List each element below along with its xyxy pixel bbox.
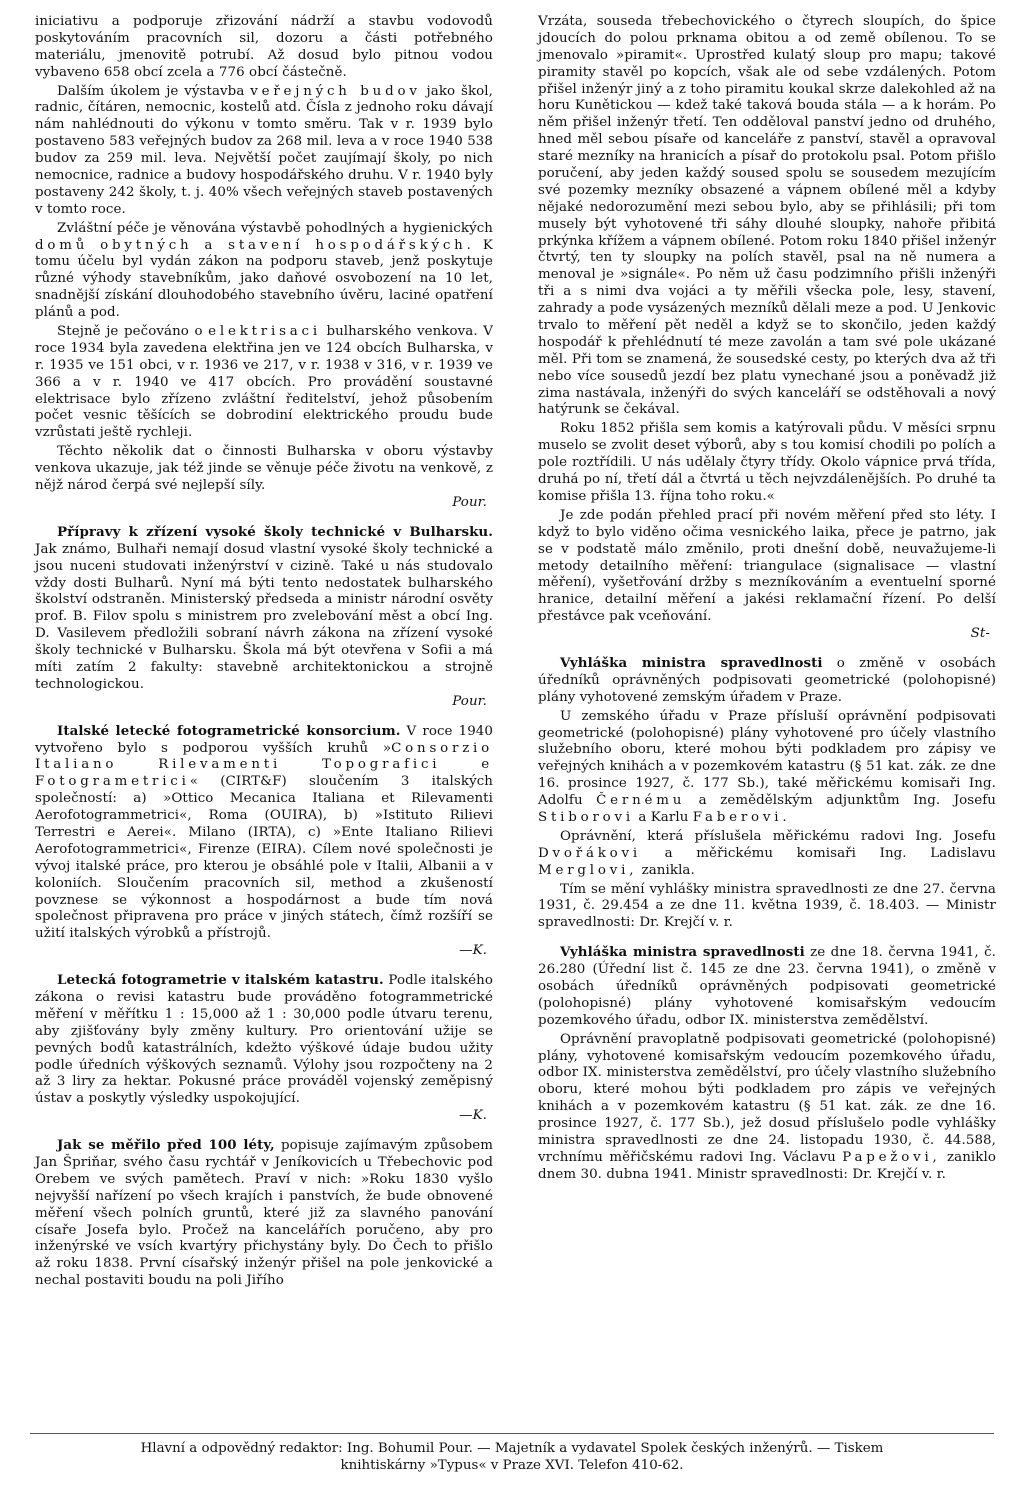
article-heading: Jak se měřilo před 100 léty, bbox=[57, 1137, 275, 1154]
footer-line: Hlavní a odpovědný redaktor: Ing. Bohumil Pour. — Majetník a vydavatel Spolek českých inženýrů. — Tiskem bbox=[140, 1441, 884, 1456]
text: Oprávnění, která příslušela měřickému radovi Ing. Josefu bbox=[560, 828, 996, 844]
text: bulharského venkova. V roce 1934 byla zavedena elektřina jen ve 124 obcích Bulharska, v r. 1935 ve 151 obci, v r. 1936 ve 217, v r. 1938 v 316, v r. 1939 ve 366 a v r. 1940 ve 417 obcích. Pro provádění soustavné elektrisace bylo zřízeno zvláštní ředitelství, jehož působením počet vesnic těšících se dobrodiní elektrického proudu bude vzrůstati ještě rychleji. bbox=[35, 324, 493, 441]
text: popisuje zajímavým způsobem Jan Špriňar, svého času rychtář v Jeníkovicích u Třebechovic pod Orebem ve svých pamětech. Praví v nich: »Roku 1830 vyšlo nejvyšší nařízení po všech krajích i panstvích, že bude obnovené měření všech polních gruntů, které již za slavného panování císaře Josefa bylo. Pročež na kancelářích poručeno, aby pro inženýrské ve vsích kvartýry přichystány byly. Do Čech to přišlo až roku 1838. První císařský inženýr přišel na pole jenkovické a nechal postaviti boudu na poli Jiřího bbox=[35, 1138, 494, 1289]
paragraph: Vrzáta, souseda třebechovického o čtyrech sloupích, do špice jdoucích do polou prknama obitou a od země obílenou. To se jmenovalo »piramit«. Uprostřed kulatý sloup pro mapu; takové piramity stavěl po kopcích, však ale od sebe vzdálených. Potom přišel inženýr jiný a z toho piramitu koukal skrze dalekohled až na horu Kunětickou — kdež také taková bouda stála — a k horám. Po něm přišel inženýr třetí. Ten odděloval panství jedno od druhého, hned měl sebou písaře od kanceláře z panství, stavěl a opravoval staré mezníky na hranicích a písař do protokolu psal. Potom přišlo poručení, aby jeden každý soused spolu se sousedem mezujícím své pozemky mezníky obsazené a vápnem obílené měl a kdyby nějaké nedorozumění mezi sebou bylo, aby se přihlásili; při tom musely být vyhotovené tři sáhy dlouhé sloupky, nahoře přibitá prkýnka křížem a vápnem obílené. Potom roku 1840 přišel inženýr čtvrtý, ten ty sloupky na polích stavěl, psal na ně numera a menoval je »signále«. Po něm už času podzimního přišli inženýři tři a s nimi dva vojáci a ty měřili všecka pole, lesy, stavení, zahrady a pode vysázených mezníků dělali meze a pod. U Jenkovic trvalo to měření pět neděl a když se to skončilo, jeden každý hospodář k přehlédnutí té meze zavolán a tam své pole ukázané měl. Při tom se znamená, že sousedské cesty, po kterých dva až tři nebo více sousedů jezdí bez platu vynechané jsou a poněvadž již zima nastávala, inženýři do svých kanceláří se odstěhovali a nový hatýrunk se čekával. bbox=[538, 14, 996, 418]
paragraph: Roku 1852 přišla sem komis a katýrovali půdu. V měsíci srpnu muselo se zvolit deset výborů, aby s tou komisí chodili po polích a pole roztřídili. U nás udělaly čtyry třídy. Okolo vápnice prvá třída, druhá po ní, třetí dál a čtvrtá u těch nejvzdálenějších. Po druhé ta komise přišla 13. října toho roku.« bbox=[538, 421, 996, 504]
paragraph bbox=[35, 84, 493, 219]
text: Stejně je pečováno o bbox=[57, 324, 203, 340]
spaced-term: domů obytných a stavení hospodářských. bbox=[35, 237, 475, 253]
text: « (CIRT&F) sloučením 3 italských společností: a) »Ottico Mecanica Italiana et Rilevamenti Aerofotogrammetrici«, Roma (OUIRA), b) »Istituto Rilievi Terrestri e Aerei«. Milano (IRTA), c) »Ente Italiano Rilievi Aerofotogrammetrici«, Firenze (EIRA). Cílem nové společnosti je vývoj italské práce, pro kterou je obsáhlé pole v Italii, Albanii a v koloniích. Sloučením pracovních sil, method a zkušeností povznese se výkonnost a hospodárnost a bude tím nová společnost připravena pro práce v jiných státech, čímž rozšíří se užití italských výrobků a přístrojů. bbox=[35, 774, 493, 942]
text: o změně v osobách úředníků oprávněných podpisovati geometrické (polohopisné) plány vyhotovené zemským úřadem v Praze. bbox=[538, 655, 996, 705]
footer-imprint bbox=[30, 1440, 994, 1474]
article-heading: Letecká fotogrametrie v italském katastru. bbox=[57, 972, 384, 989]
text: Zvláštní péče je věnována výstavbě pohodlných a hygienických bbox=[57, 220, 493, 236]
text: zaniklo dnem 30. dubna 1941. Ministr spravedlnosti: Dr. Krejčí v. r. bbox=[538, 1149, 996, 1182]
paragraph bbox=[538, 709, 996, 827]
text: V roce 1940 vytvořeno bylo s podporou vyšších kruhů » bbox=[35, 723, 493, 756]
text: K tomu účelu byl vydán zákon na podporu staveb, jenž poskytuje různé výhody stavebníkům, jako daňové osvobození na 10 let, snadnější získání dlouhodobého stavebního úvěru, laciné opatření plánů a pod. bbox=[35, 237, 494, 321]
notice bbox=[538, 655, 996, 707]
text: zanikla. bbox=[641, 862, 695, 878]
notice-heading: Vyhláška ministra spravedlnosti bbox=[560, 654, 823, 671]
spaced-name: Dvořákovi bbox=[538, 845, 641, 861]
paragraph bbox=[538, 508, 996, 643]
text: ze dne 18. června 1941, č. 26.280 (Úřední list č. 145 ze dne 23. června 1941), o změně v osobách úředníků oprávněných podpisovati geometrické (polohopisné) plány vyhotovené komisařským vedoucím pozemkového úřadu, odbor IX. ministerstva zemědělství. bbox=[538, 945, 996, 1028]
article bbox=[35, 723, 493, 960]
footer-line: knihtiskárny »Typus« v Praze XVI. Telefon 410-62. bbox=[340, 1458, 684, 1474]
footer-divider bbox=[30, 1433, 994, 1434]
article bbox=[35, 524, 493, 711]
paragraph: Tím se mění vyhlášky ministra spravedlnosti ze dne 27. června 1931, č. 29.454 a ze dne 11. května 1939, č. 18.403. — Ministr spravedlnosti: Dr. Krejčí v. r. bbox=[538, 881, 996, 931]
text: a měřickému komisaři Ing. Ladislavu bbox=[664, 845, 996, 861]
signature: St- bbox=[970, 626, 990, 642]
text: Podle italského zákona o revisi katastru bude prováděno fotogrammetrické měření v měřítku 1 : 15,000 až 1 : 30,000 podle útvaru terenu, aby zjišťovány byly změny kultury. Pro orientování užije se pevných bodů katastrálních, kdežto výškové údaje budou užity podle úředních výškových seznamů. Výlohy jsou rozpočteny na 2 až 3 liry za hektar. Pokusné práce prováděl vojenský zeměpisný ústav a poskytly výsledky uspokojující. bbox=[35, 973, 494, 1107]
text: Těchto několik dat o činnosti Bulharska v oboru výstavby venkova ukazuje, jak též jinde se věnuje péče životu na venkově, z nějž národ čerpá své nejlepší síly. bbox=[35, 444, 493, 494]
signature: —K. bbox=[459, 943, 487, 959]
spaced-name: Černému bbox=[596, 793, 686, 809]
spaced-term: Consorzio Italiano Rilevamenti Topografici e Fotogrametrici bbox=[35, 740, 493, 790]
signature: Pour. bbox=[452, 693, 487, 709]
text: jako škol, radnic, čítáren, nemocnic, kostelů atd. Čísla z jednoho roku dávají nám nahlédnouti do výkonu v tomto směru. Tak v r. 1939 bylo postaveno 583 veřejných budov za 268 mil. leva a v roce 1940 538 budov za 259 mil. leva. Největší počet zaujímají školy, po nich nemocnice, radnice a budovy hospodářského druhu. V r. 1940 byly postaveny 242 školy, t. j. 40% všech veřejných staveb postavených v tomto roce. bbox=[35, 83, 493, 217]
left-column bbox=[35, 14, 493, 1292]
text: Oprávnění pravoplatně podpisovati geometrické (polohopisné) plány, vyhotovené komisařským vedoucím pozemkového úřadu, odbor IX. ministerstva zemědělství, pro účely vlastního služebního oboru, které mohou býti podkladem pro zápis ve veřejných knihách a v pozemkovém katastru (§ 51 kat. zák. ze dne 16. prosince 1927, č. 177 Sb.), jež dosud příslušelo podle vyhlášky ministra spravedlnosti ze dne 24. listopadu 1930, č. 44.588, vrchnímu měřičskému radovi Ing. Václavu bbox=[538, 1031, 996, 1165]
text: Jak známo, Bulhaři nemají dosud vlastní vysoké školy technické a jsou nuceni studovati inženýrství v cizině. Také u nás studovalo vždy dosti Bulharů. Nyní má býti tento nedostatek bulharského školství odstraněn. Ministerský předseda a ministr národní osvěty prof. B. Filov spolu s ministrem pro zvelebování měst a obcí Ing. D. Vasilevem předložili sobraní návrh zákona na zřízení vysoké školy technické v Bulharsku. Škola má být otevřena v Sofii a má míti zatím 2 fakulty: stavebně architektonickou a strojně technologickou. bbox=[35, 541, 493, 692]
paragraph bbox=[35, 444, 493, 512]
paragraph bbox=[538, 829, 996, 880]
spaced-term: veřejných budov bbox=[250, 83, 421, 99]
article bbox=[35, 972, 493, 1125]
spaced-name: Stiborovi bbox=[538, 809, 634, 825]
paragraph: iniciativu a podporuje zřizování nádrží a stavbu vodovodů poskytováním pracovních sil, dozoru a části potřebného materiálu, jmenovitě potrubí. Až dosud bylo pitnou vodou vybaveno 658 obcí zcela a 776 obcí částečně. bbox=[35, 14, 493, 80]
signature: —K. bbox=[459, 1108, 487, 1124]
paragraph bbox=[538, 1032, 996, 1184]
text: Je zde podán přehled prací při novém měření před sto léty. I když to bylo viděno očima vesnického laika, přece je patrno, jak se v podstatě málo změnilo, proti dnešní době, neuvažujeme-li metody detailního měření: triangulace (signalisace — vlastní měření), vyšetřování držby s mezníkováním a eventuelní sporné hranice, detailní měření a jakési reklamační řízení. Po delší přestávce pak vceňování. bbox=[538, 507, 996, 625]
article-heading: Přípravy k zřízení vysoké školy technické v Bulharsku. bbox=[57, 523, 493, 540]
article-heading: Italské letecké fotogrametrické konsorcium. bbox=[57, 722, 401, 739]
text: Dalším úkolem je výstavba bbox=[57, 83, 245, 99]
paragraph bbox=[35, 221, 493, 322]
signature: Pour. bbox=[452, 494, 487, 510]
text: a Karlu bbox=[638, 809, 689, 825]
spaced-name: Faberovi. bbox=[692, 809, 791, 825]
text: U zemského úřadu v Praze přísluší oprávnění podpisovati geometrické (polohopisné) plány vyhotovené pro účely vlastního služebního oboru, které mohou býti podkladem pro zápisy ve veřejných knihách a v pozemkovém katastru (§ 51 kat. zák. ze dne 16. prosince 1927, č. 177 Sb.), také měřickému komisaři Ing. Adolfu bbox=[538, 708, 996, 809]
spaced-term: elektrisaci bbox=[208, 324, 321, 340]
article bbox=[35, 1137, 493, 1290]
right-column bbox=[538, 14, 996, 1186]
notice-heading: Vyhláška ministra spravedlnosti bbox=[560, 944, 805, 961]
paragraph bbox=[35, 324, 493, 442]
spaced-name: Merglovi, bbox=[538, 862, 638, 878]
notice bbox=[538, 944, 996, 1029]
text: a zemědělským adjunktům Ing. Josefu bbox=[698, 793, 996, 809]
spaced-name: Papežovi, bbox=[842, 1149, 941, 1165]
